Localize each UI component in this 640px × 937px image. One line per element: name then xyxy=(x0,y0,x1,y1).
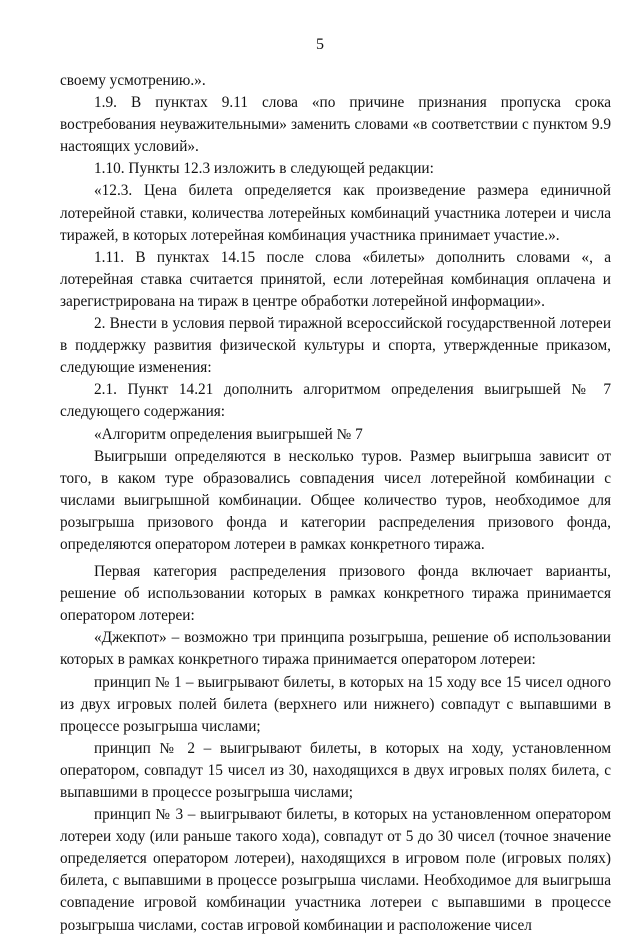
document-body xyxy=(60,70,611,937)
paragraph-tours: Выигрыши определяются в несколько туров. Размер выигрыша зависит от того, в каком туре образовались совпадения чисел лотерейной комбинации с числами выигрышной комбинации. Общее количество туров, необходимое для розыгрыша призового фонда и категории распределения призового фонда, определяются оператором лотереи в рамках конкретного тиража. xyxy=(60,447,611,553)
paragraph-1-9: 1.9. В пунктах 9.11 слова «по причине признания пропуска срока востребования неуважительными» заменить словами «в соответствии с пунктом 9.9 настоящих условий». xyxy=(60,94,611,156)
algorithm-heading: «Алгоритм определения выигрышей № 7 xyxy=(94,425,363,443)
paragraph-2-1: 2.1. Пункт 14.21 дополнить алгоритмом определения выигрышей № 7 следующего содержания: xyxy=(60,381,611,421)
principle-1: принцип № 1 – выигрывают билеты, в которых на 15 ходу все 15 чисел одного из двух игровых полей билета (верхнего или нижнего) совпадут с выпавшими в процессе розыгрыша числами; xyxy=(60,673,611,735)
paragraph-12-3-quote: «12.3. Цена билета определяется как произведение размера единичной лотерейной ставки, количества лотерейных комбинаций участника лотереи и числа тиражей, в которых лотерейная комбинация участника принимает участие.». xyxy=(60,182,611,244)
paragraph-jackpot: «Джекпот» – возможно три принципа розыгрыша, решение об использовании которых в рамках конкретного тиража принимается оператором лотереи: xyxy=(60,629,611,669)
principle-2: принцип № 2 – выигрывают билеты, в которых на ходу, установленном оператором, совпадут 15 чисел из 30, находящихся в двух игровых полях билета, с выпавшими в процессе розыгрыша числами; xyxy=(60,739,611,801)
paragraph-1-10: 1.10. Пункты 12.3 изложить в следующей редакции: xyxy=(94,160,434,178)
paragraph-continuation: своему усмотрению.». xyxy=(60,72,206,89)
paragraph-2: 2. Внести в условия первой тиражной всероссийской государственной лотереи в поддержку развития физической культуры и спорта, утвержденные приказом, следующие изменения: xyxy=(60,315,611,377)
page-number: 5 xyxy=(316,36,324,53)
paragraph-first-category: Первая категория распределения призового фонда включает варианты, решение об использовании которых в рамках конкретного тиража принимается оператором лотереи: xyxy=(60,563,611,625)
principle-3: принцип № 3 – выигрывают билеты, в которых на установленном оператором лотереи ходу (или раньше такого хода), совпадут от 5 до 30 чисел (точное значение определяется оператором лотереи), находящихся в игровом поле (игровых полях) билета, с выпавшими в процессе розыгрыша числами. Необходимое для выигрыша совпадение игровой комбинации участника лотереи с выпавшими в процессе розыгрыша числами, состав игровой комбинации и расположение чисел xyxy=(60,806,611,934)
paragraph-1-11: 1.11. В пунктах 14.15 после слова «билеты» дополнить словами «, а лотерейная ставка считается принятой, если лотерейная комбинация оплачена и зарегистрирована на тираж в центре обработки лотерейной информации». xyxy=(60,248,611,310)
